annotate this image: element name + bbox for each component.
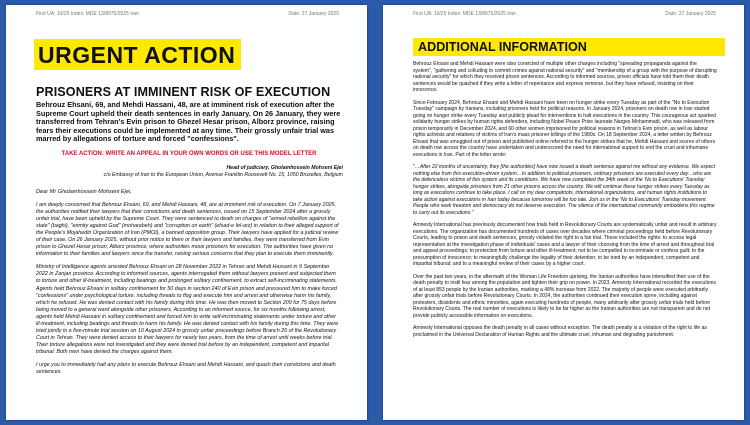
letter-paragraph: I urge you to immediately halt any plans to execute Behrouz Ehsani and Mehdi Hassani, and quash their convictions and death sentences. [36, 361, 336, 376]
recipient-address [83, 165, 343, 179]
letter-salutation: Dear Mr Gholamhossein Mohseni Ejei, [36, 189, 132, 195]
page-title: PRISONERS AT IMMINENT RISK OF EXECUTION [36, 85, 331, 99]
lead-paragraph: Behrouz Ehsani, 69, and Mehdi Hassani, 48, are at imminent risk of execution after the Supreme Court upheld their death sentences in early January. On 26 January, they were transferred from Tehran's Evin prison to Ghezel Hesar prison, Alborz province, raising fears their executions could be implemented at any time. Their grossly unfair trial was marred by allegations of torture and forced "confessions". [36, 100, 341, 144]
info-paragraph: Amnesty International opposes the death penalty in all cases without exception. The death penalty is a violation of the right to life as proclaimed in the Universal Declaration of Human Rights and the ultimate cruel, inhuman and degrading punishment. [413, 325, 707, 338]
recipient-address-line: c/o Embassy of Iran to the European Union, Avenue Franklin Roosevelt No. 15, 1050 Bruxelles, Belgium [103, 172, 343, 178]
take-action-line: TAKE ACTION: WRITE AN APPEAL IN YOUR OWN WORDS OR USE THIS MODEL LETTER [61, 151, 317, 157]
document-date: Date: 27 January 2025 [288, 11, 339, 17]
recipient-name: Head of judiciary, Gholamhossein Mohseni Ejei [226, 165, 343, 171]
urgent-action-page [6, 5, 367, 420]
letter-paragraph: Ministry of Intelligence agents arrested Behrouz Ehsani on 28 November 2022 in Tehran and Mehdi Hassani in 9 September 2022 in Zanjan province. According to informed sources, agents interrogated them without lawyers present and subjected them to torture and other ill-treatment, including beatings and prolonged solitary confinement, to extract self-incriminating statements. Agents held Behrouz Ehsani in solitary confinement for 50 days in section 240 of Evin prison and pressured him to make forced "confessions" under psychological torture, including threats to flog and execute him and arrest and otherwise harm his family, which he refused. He was denied contact with his family during this time. He was then moved to Section 209 for 75 days before being moved to a general ward alongside other prisoners. According to an informed source, for six months following arrest, agents held Mehdi Hassani in solitary confinement and forced him to write self-incriminating statements under torture and other ill-treatment, including beatings and threats to harm his family. He was denied contact with his family during this time. They were tried jointly in a five-minute trial session on 10 August 2024 in grossly unfair proceedings before Branch 26 of the Revolutionary Court in Tehran. They were denied access to their lawyers for nearly two years, from the time of arrest until weeks before trial. Their torture allegations were not investigated and they were denied trial before by an independent, competent and impartial tribunal. Both men have denied the charges against them. [36, 264, 339, 355]
additional-information-page [383, 5, 744, 420]
letter-paragraph: I am deeply concerned that Behrouz Ehsani, 69, and Mehdi Hassani, 48, are at imminent risk of execution. On 7 January 2025, the authorities notified their lawyers that their convictions and death sentences, issued on 15 September 2024 after a grossly unfair trial, have been upheld by the Supreme Court. They were sentenced to death on charges of "armed rebellion against the state" (baghi), "enmity against God" (moharebeh) and "corruption on earth" (efsad-e fel-arz) in relation to their alleged support of the People's Mojahedin Organization of Iran (PMOI), a banned opposition group. Their lawyers have applied for a judicial review of their case. On 26 January 2025, without prior notice to them or their lawyers and families, they were transferred from Evin prison to Ghezel Hesar prison, Alborz province, where authorities move prisoners for execution. The authorities have given no information to their families and lawyers since the transfer, raising serious concerns that they plan to execute them imminently. [36, 202, 339, 258]
additional-information-heading: ADDITIONAL INFORMATION [413, 38, 725, 56]
letter-quote: "…After 22 months of uncertainty, they [the authorities] have now issued a death sentence against me without any evidence. We expect nothing else from this execution-driven system…In addition to political prisoners, ordinary prisoners are executed every day…who are the defenceless victims of this system and its conditions. We have now completed the 34th week of the 'No to Executions' Tuesday hunger strikes, alongside prisoners from 21 other prisons across the country. We will continue these hunger strikes every Tuesday as long as executions continue to take place. I call on my dear compatriots, international organizations, and human rights institutions to take action against executions in Iran today because tomorrow will be too late. Join us in the 'No to Executions' Tuesday movement. People who seek freedom and democracy do not deserve execution. The silence of the international community emboldens this regime to carry out its executions." [413, 164, 716, 216]
info-paragraph: Since February 2024, Behrouz Ehsani and Mehdi Hassani have been on hunger strike every Tuesday as part of the "No to Execution Tuesday" campaign by Iranians, including prisoners held for political reasons. In January 2024, prisoners on death row in Iran started going on hunger strike every Tuesday and publicly plead for interventions to halt executions in the country. This courageous act sparked solidarity hunger strikes by human rights defenders, including Nobel Peace Prize laureate Narges Mohammadi, who was released from prison temporarily in December 2024, and 60 other women imprisoned for political reasons in Tehran's Evin prison, as well as labour rights activists and relatives of victims of Iran's mass prisoner killings of the 1980s. On 18 September 2024, a letter written by Behrouz Ehsani that was smuggled out of prison and published online referred to the hunger strikes that he, Mehdi Hassani and scores of others on death row across the country have undertaken and underscored the need for international support to end the cruel and inhumane executions in Iran. Part of the letter wrote: [413, 99, 716, 158]
document-index: First UA: 10/25 Index: MDE 13/8975/2025 Iran [36, 11, 139, 17]
info-paragraph: Over the past two years, in the aftermath of the Woman Life Freedom uprising, the Iranian authorities have intensified their use of the death penalty to instil fear among the population and tighten their grip on power. In 2023, Amnesty International recorded the executions of at least 853 people by the Iranian authorities, marking a 48% increase from 2022. The majority of people were executed arbitrarily after grossly unfair trials before Revolutionary Courts. In 2024, the authorities continued their execution spree, including against protesters, dissidents and ethnic minorities, again executing hundreds of people, many arbitrarily after grossly unfair trials held before Revolutionary Courts. The real number of executions is likely to be far higher as the Iranian authorities are not transparent and do not provide publicly accessible information on executions. [413, 273, 717, 319]
info-paragraph: Behrouz Ehsani and Mehdi Hassani were also convicted of multiple other charges including "spreading propaganda against the system", "gathering and colluding to commit crimes against national security" and "membership of a group with the purpose of disrupting national security" for which they received prison sentences. According to informed sources, prison officials have told them their death sentences would be quashed if they write a letter of repentance and express remorse, but they have refused, insisting on their innocence. [413, 61, 717, 93]
urgent-action-banner: URGENT ACTION [34, 39, 241, 70]
info-paragraph: Amnesty International has previously documented how trials held in Revolutionary Courts are systematically unfair and result in arbitrary executions. The organization has documented hundreds of cases over decades where criminal proceedings held before Revolutionary Courts, leading to prison and death sentences, grossly violated the right to a fair trial. These included the rights: to access legal representation at the investigation phase of individuals' cases and a lawyer of their choosing from the time of arrest and throughout trial and appeal proceedings; to protection from torture and other ill-treatment; not to be compelled to incriminate or confess guilt; to the presumption of innocence; to meaningfully challenge the legality of their detention; to be tried by an independent, competent and impartial tribunal; and to a meaningful review of their cases by a higher court. [413, 222, 717, 267]
document-date: Date: 27 January 2025 [665, 11, 716, 17]
document-index: First UA: 10/25 Index: MDE 13/8975/2025 Iran [413, 11, 516, 17]
letter-body [36, 202, 340, 382]
additional-information-body [413, 61, 717, 344]
